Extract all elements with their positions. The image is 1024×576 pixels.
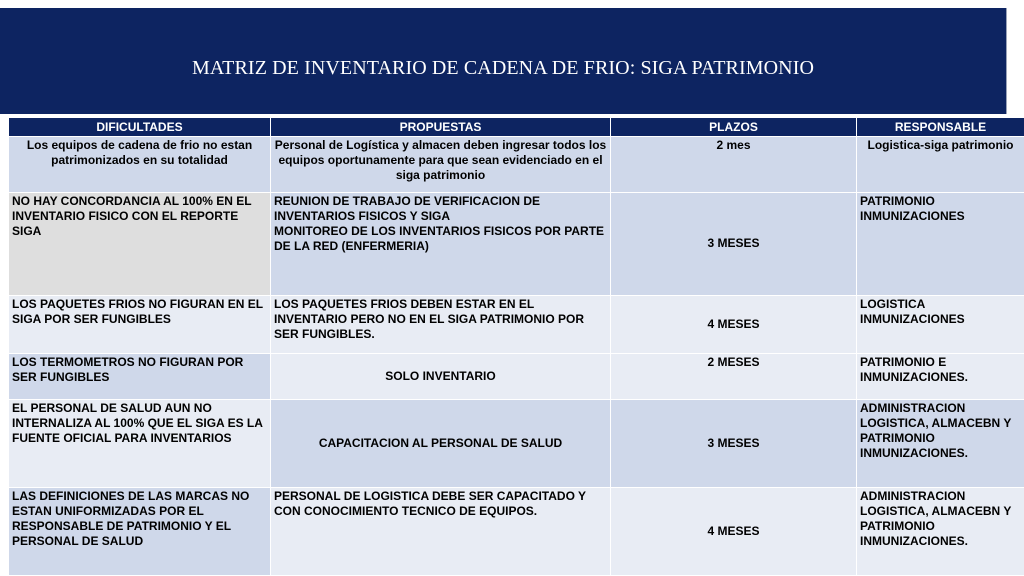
table-row (9, 193, 1024, 296)
cell-responsable: ADMINISTRACION LOGISTICA, ALMACEBN Y PATRIMONIO INMUNIZACIONES. (857, 488, 1024, 576)
cell-responsable: Logistica-siga patrimonio (857, 137, 1024, 193)
header-dificultades: DIFICULTADES (9, 118, 271, 137)
cell-responsable: LOGISTICA INMUNIZACIONES (857, 296, 1024, 354)
table-row (9, 354, 1024, 400)
table-row (9, 400, 1024, 488)
cell-plazo: 3 MESES (611, 400, 857, 488)
cell-plazo: 2 mes (611, 137, 857, 193)
cell-propuesta: LOS PAQUETES FRIOS DEBEN ESTAR EN EL INVENTARIO PERO NO EN EL SIGA PATRIMONIO POR SER FUNGIBLES. (271, 296, 611, 354)
cell-dificultad: NO HAY CONCORDANCIA AL 100% EN EL INVENTARIO FISICO CON EL REPORTE SIGA (9, 193, 271, 296)
inventory-matrix-table (8, 117, 1024, 576)
cell-plazo: 4 MESES (611, 296, 857, 354)
cell-plazo: 2 MESES (611, 354, 857, 400)
table-row (9, 137, 1024, 193)
table-header-row (9, 118, 1024, 137)
header-plazos: PLAZOS (611, 118, 857, 137)
title-banner (0, 8, 1007, 114)
table-row (9, 296, 1024, 354)
page-title: MATRIZ DE INVENTARIO DE CADENA DE FRIO: SIGA PATRIMONIO (191, 57, 815, 79)
header-propuestas: PROPUESTAS (271, 118, 611, 137)
table-row (9, 488, 1024, 576)
cell-propuesta: CAPACITACION AL PERSONAL DE SALUD (271, 400, 611, 488)
cell-responsable: PATRIMONIO E INMUNIZACIONES. (857, 354, 1024, 400)
cell-propuesta: REUNION DE TRABAJO DE VERIFICACION DE INVENTARIOS FISICOS Y SIGA MONITOREO DE LOS INVENTARIOS FISICOS POR PARTE DE LA RED (ENFERMERIA) (271, 193, 611, 296)
header-responsable: RESPONSABLE (857, 118, 1024, 137)
cell-dificultad: LOS PAQUETES FRIOS NO FIGURAN EN EL SIGA POR SER FUNGIBLES (9, 296, 271, 354)
cell-propuesta: Personal de Logística y almacen deben ingresar todos los equipos oportunamente para que sean evidenciado en el siga patrimonio (271, 137, 611, 193)
cell-plazo: 3 MESES (611, 193, 857, 296)
cell-dificultad: LAS DEFINICIONES DE LAS MARCAS NO ESTAN UNIFORMIZADAS POR EL RESPONSABLE DE PATRIMONIO Y EL PERSONAL DE SALUD (9, 488, 271, 576)
cell-dificultad: LOS TERMOMETROS NO FIGURAN POR SER FUNGIBLES (9, 354, 271, 400)
cell-plazo: 4 MESES (611, 488, 857, 576)
cell-responsable: PATRIMONIO INMUNIZACIONES (857, 193, 1024, 296)
cell-dificultad: EL PERSONAL DE SALUD AUN NO INTERNALIZA AL 100% QUE EL SIGA ES LA FUENTE OFICIAL PARA INVENTARIOS (9, 400, 271, 488)
cell-responsable: ADMINISTRACION LOGISTICA, ALMACEBN Y PATRIMONIO INMUNIZACIONES. (857, 400, 1024, 488)
cell-propuesta: PERSONAL DE LOGISTICA DEBE SER CAPACITADO Y CON CONOCIMIENTO TECNICO DE EQUIPOS. (271, 488, 611, 576)
cell-dificultad: Los equipos de cadena de frio no estan patrimonizados en su totalidad (9, 137, 271, 193)
cell-propuesta: SOLO INVENTARIO (271, 354, 611, 400)
